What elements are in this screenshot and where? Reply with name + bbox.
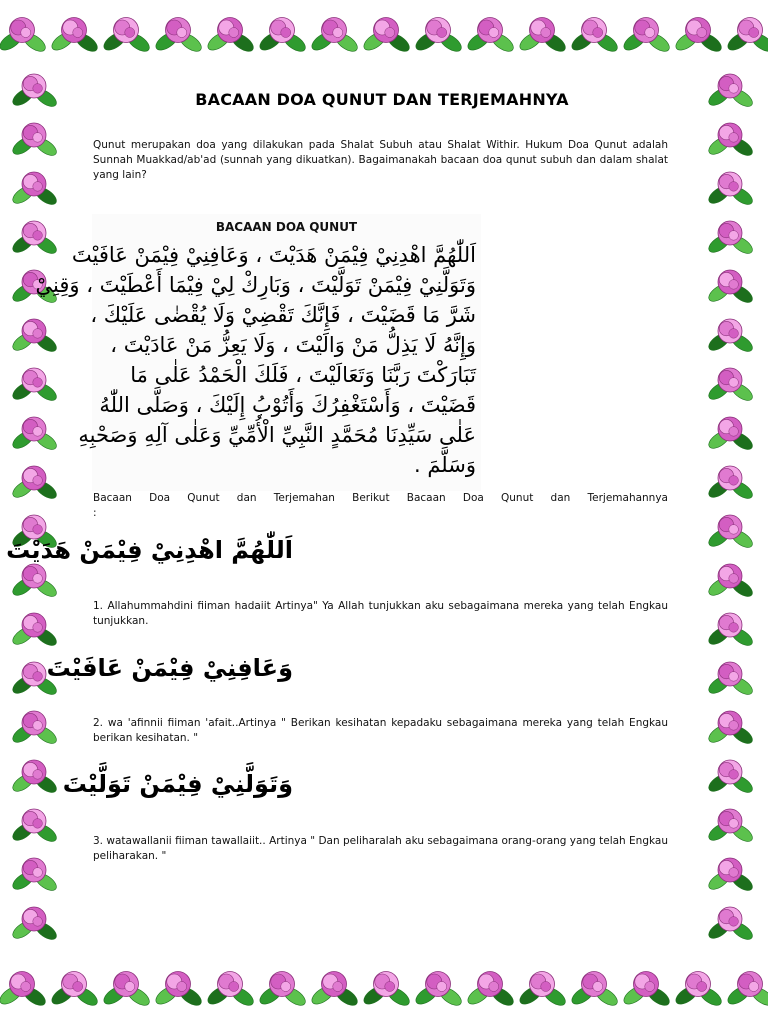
intro-paragraph: Qunut merupakan doa yang dilakukan pada Shalat Subuh atau Shalat Withir. Hukum Doa Qunut adalah Sunnah Muakkad/ab'ad (sunnah yang dikuatkan). Bagaimanakah bacaan doa qunut subuh dan dalam shalat yang lain?: [93, 139, 668, 181]
verse-1-translation: 1. Allahummahdini fiiman hadaiit Artinya" Ya Allah tunjukkan aku sebagaimana mereka yang telah Engkau tunjukkan.: [93, 600, 668, 627]
scan-line: وَسَلَّمَ .: [413, 453, 476, 477]
rose-border-right-icon: [692, 66, 768, 948]
scan-line: قَضَيْتَ ، وَأَسْتَغْفِرُكَ وَأَتُوْبُ إِلَيْكَ ، وَصَلَّى اللّٰهُ: [99, 393, 476, 417]
lead-paragraph: Bacaan Doa Qunut dan Terjemahan Berikut Bacaan Doa Qunut dan Terjemahannya :: [93, 492, 668, 519]
scan-line: وَتَوَلَّنِيْ فِيْمَنْ تَوَلَّيْتَ ، وَبَارِكْ لِيْ فِيْمَا أَعْطَيْتَ ، وَقِنِيْ: [35, 273, 476, 297]
scan-line: اَللّٰهُمَّ اهْدِنِيْ فِيْمَنْ هَدَيْتَ ، وَعَافِنِيْ فِيْمَنْ عَافَيْتَ: [71, 243, 476, 267]
scan-line: شَرَّ مَا قَضَيْتَ ، فَإِنَّكَ تَقْضِيْ وَلَا يُقْضٰى عَلَيْكَ ،: [90, 303, 476, 327]
scan-title: BACAAN DOA QUNUT: [215, 220, 358, 234]
rose-border-bottom-icon: [0, 948, 768, 1024]
scan-arabic-text: [35, 240, 476, 480]
verse-1-arabic: اَللّٰهُمَّ اهْدِنِيْ فِيْمَنْ هَدَيْتَ: [6, 536, 293, 564]
verse-3-arabic: وَتَوَلَّنِيْ فِيْمَنْ تَوَلَّيْتَ: [62, 770, 293, 798]
page-title: BACAAN DOA QUNUT DAN TERJEMAHNYA: [195, 90, 569, 109]
rose-border-left-icon: [0, 66, 72, 948]
scan-line: تَبَارَكْتَ رَبَّنَا وَتَعَالَيْتَ ، فَلَكَ الْحَمْدُ عَلٰى مَا: [130, 363, 476, 387]
verse-2-translation: 2. wa 'afinnii fiiman 'afait..Artinya " Berikan kesihatan kepadaku sebagaimana mereka yang telah Engkau berikan kesihatan. ": [93, 717, 668, 744]
border-top: [0, 0, 768, 66]
border-right: [692, 66, 768, 948]
scan-line: وَإِنَّهُ لَا يَذِلُّ مَنْ وَالَيْتَ ، وَلَا يَعِزُّ مَنْ عَادَيْتَ ،: [110, 333, 476, 357]
scan-line: عَلٰى سَيِّدِنَا مُحَمَّدٍ النَّبِيِّ الْأُمِّيِّ وَعَلٰى آلِهِ وَصَحْبِهِ: [78, 423, 476, 447]
doa-qunut-scan-image: [35, 214, 481, 491]
verse-3-translation: 3. watawallanii fiiman tawallaiit.. Artinya " Dan peliharalah aku sebagaimana orang-orang yang telah Engkau peliharakan. ": [93, 835, 668, 862]
verse-2-arabic: وَعَافِنِيْ فِيْمَنْ عَافَيْتَ: [46, 654, 293, 682]
border-left: [0, 66, 72, 948]
rose-border-top-icon: [0, 0, 768, 66]
document-page: [6, 66, 692, 948]
border-bottom: [0, 948, 768, 1024]
